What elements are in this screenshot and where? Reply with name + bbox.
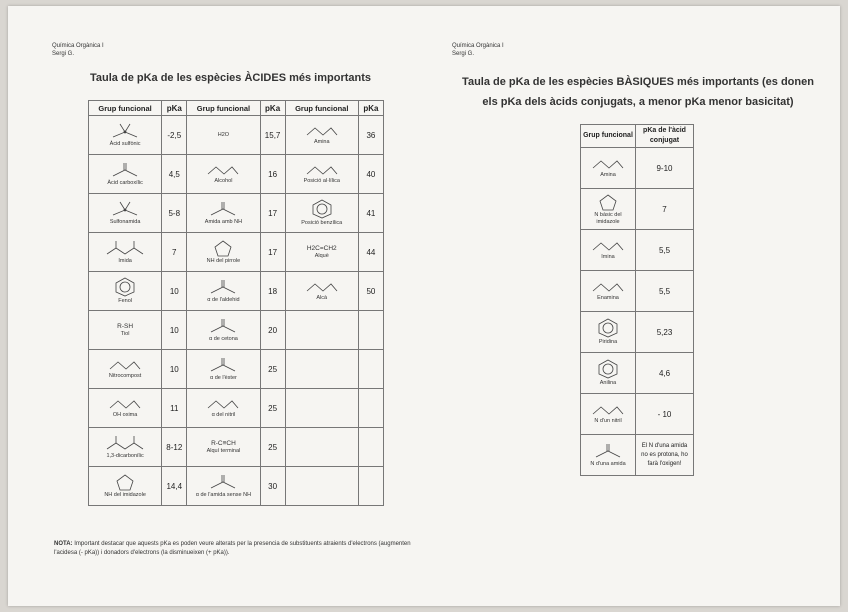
acid-pka-cell: 17 <box>260 233 285 272</box>
base-pka-table <box>580 124 694 476</box>
base-group-cell <box>581 394 636 435</box>
acid-pka-cell: 16 <box>260 155 285 194</box>
acid-pka-table <box>88 100 384 506</box>
acid-pka-cell: 10 <box>162 350 187 389</box>
acid-group-cell <box>187 116 260 155</box>
acid-pka-cell: 5-8 <box>162 194 187 233</box>
acid-group-cell <box>285 194 358 233</box>
footnote-text: Important destacar que aquests pKa es poden veure alterats per la presencia de substituents atraients d'electrons (augmenten l'acidesa (- pKa)) i donadors d'electrons (la disminueixen (+ pKa)). <box>54 541 411 556</box>
group-name-label: Enamina <box>597 295 619 301</box>
group-name-label: α del nitril <box>211 412 236 418</box>
acid-group-cell <box>285 116 358 155</box>
acid-group-cell <box>89 272 162 311</box>
table-row <box>581 230 694 271</box>
group-name-label: N bàsic del imidazole <box>594 211 622 225</box>
acid-pka-cell: -2,5 <box>162 116 187 155</box>
acid-pka-cell: 14,4 <box>162 467 187 506</box>
acid-group-cell <box>187 428 260 467</box>
base-col-pka: pKa de l'àcid conjugat <box>636 125 694 148</box>
group-name-label: NH del imidazole <box>104 492 146 498</box>
acid-col-group-1: Grup funcional <box>89 101 162 116</box>
group-name-label: α de l'aldehid <box>207 297 240 303</box>
acid-pka-cell: 15,7 <box>260 116 285 155</box>
acid-pka-cell: 41 <box>358 194 383 233</box>
acid-group-cell <box>89 155 162 194</box>
nitrile-structure-icon <box>206 397 240 411</box>
acid-pka-cell: 20 <box>260 311 285 350</box>
imidazole-structure-icon <box>115 473 135 491</box>
acid-col-pka-1: pKa <box>162 101 187 116</box>
group-name-label: Piridina <box>598 339 618 345</box>
acid-pka-cell <box>358 389 383 428</box>
acid-pka-cell: 7 <box>162 233 187 272</box>
acid-group-cell <box>89 350 162 389</box>
phenol-structure-icon <box>114 277 136 297</box>
group-name-label: Nitrocompost <box>108 373 142 379</box>
acid-pka-cell: 30 <box>260 467 285 506</box>
amide-alpha-structure-icon <box>208 473 238 491</box>
acid-pka-cell: 4,5 <box>162 155 187 194</box>
group-name-label: Alcà <box>316 295 328 301</box>
base-group-cell <box>581 189 636 230</box>
group-name-label: Imina <box>601 254 615 260</box>
nitro-structure-icon <box>108 358 142 372</box>
base-group-cell <box>581 353 636 394</box>
group-name-label: Alquí terminal <box>206 447 241 454</box>
formula-label: H2C=CH2 <box>306 244 337 252</box>
group-name-label: Amina <box>313 139 330 145</box>
acid-group-cell <box>89 389 162 428</box>
base-pka-cell: 5,5 <box>636 230 694 271</box>
group-name-label: Imida <box>118 258 132 264</box>
acid-pka-cell: 8-12 <box>162 428 187 467</box>
group-name-label: 1,3-dicarbonílic <box>106 453 144 459</box>
allylic-structure-icon <box>305 163 339 177</box>
left-header-course: Química Orgànica I <box>52 43 104 49</box>
ketone-structure-icon <box>208 317 238 335</box>
dicarbonyl-structure-icon <box>105 434 145 452</box>
base-title-line1: Taula de pKa de les espècies BÀSIQUES més importants (es donen <box>462 76 814 88</box>
group-name-label: Anilina <box>599 380 617 386</box>
base-pka-cell: 7 <box>636 189 694 230</box>
alcohol-structure-icon <box>206 163 240 177</box>
imidazole-structure-icon <box>598 193 618 211</box>
acid-group-cell <box>89 194 162 233</box>
pyridine-structure-icon <box>597 318 619 338</box>
right-header-author: Sergi G. <box>452 51 475 57</box>
acid-group-cell <box>89 428 162 467</box>
base-group-cell <box>581 148 636 189</box>
acid-col-group-3: Grup funcional <box>285 101 358 116</box>
group-name-label: Àcid sulfònic <box>109 141 141 147</box>
acid-pka-cell: 40 <box>358 155 383 194</box>
group-name-label: Posició al·lílica <box>303 178 340 184</box>
base-col-group: Grup funcional <box>581 125 636 148</box>
group-name-label: N d'un nitril <box>594 418 622 424</box>
group-name-label: H2O <box>217 131 230 138</box>
table-row <box>89 155 384 194</box>
acid-group-cell <box>285 389 358 428</box>
base-pka-cell: - 10 <box>636 394 694 435</box>
acid-pka-cell: 11 <box>162 389 187 428</box>
base-table-header-row <box>581 125 694 148</box>
acid-pka-cell: 10 <box>162 272 187 311</box>
ester-structure-icon <box>208 356 238 374</box>
group-name-label: Tiol <box>120 330 130 337</box>
base-pka-cell: 5,23 <box>636 312 694 353</box>
group-name-label: Alcohol <box>214 178 233 184</box>
table-row <box>581 189 694 230</box>
acid-group-cell <box>89 311 162 350</box>
group-name-label: OH oxima <box>112 412 138 418</box>
table-row <box>89 350 384 389</box>
pyrrole-structure-icon <box>213 239 233 257</box>
acid-pka-cell: 25 <box>260 350 285 389</box>
base-group-cell <box>581 230 636 271</box>
table-row <box>89 116 384 155</box>
document-sheet <box>8 6 840 606</box>
left-header-author: Sergi G. <box>52 51 75 57</box>
acid-pka-cell: 10 <box>162 311 187 350</box>
left-page <box>8 6 424 606</box>
acid-group-cell <box>285 233 358 272</box>
table-row <box>89 428 384 467</box>
acid-group-cell <box>89 233 162 272</box>
nitrile-structure-icon <box>591 403 625 417</box>
acid-group-cell <box>187 155 260 194</box>
table-row <box>581 394 694 435</box>
acid-group-cell <box>285 272 358 311</box>
table-row <box>89 272 384 311</box>
base-pka-cell: 4,6 <box>636 353 694 394</box>
acid-table-header-row <box>89 101 384 116</box>
aldehyde-structure-icon <box>208 278 238 296</box>
table-row <box>89 467 384 506</box>
acid-group-cell <box>187 311 260 350</box>
acid-group-cell <box>187 350 260 389</box>
table-row <box>581 435 694 476</box>
right-header <box>452 42 504 58</box>
amine-structure-icon <box>591 157 625 171</box>
acid-group-cell <box>187 389 260 428</box>
acid-group-cell <box>187 467 260 506</box>
aniline-structure-icon <box>597 359 619 379</box>
group-name-label: α de l'èster <box>210 375 237 381</box>
base-pka-cell: 5,5 <box>636 271 694 312</box>
table-row <box>89 194 384 233</box>
table-row <box>581 271 694 312</box>
base-group-cell <box>581 312 636 353</box>
group-name-label: α de cetona <box>208 336 238 342</box>
table-row <box>581 148 694 189</box>
table-row <box>89 389 384 428</box>
acid-group-cell <box>89 116 162 155</box>
acid-pka-cell <box>358 428 383 467</box>
base-pka-cell: 9-10 <box>636 148 694 189</box>
base-table-title <box>458 72 818 112</box>
sulfonamide-structure-icon <box>110 200 140 218</box>
acid-group-cell <box>187 233 260 272</box>
sulfonic-acid-structure-icon <box>110 122 140 140</box>
group-name-label: NH del pirrole <box>206 258 241 264</box>
oxime-structure-icon <box>108 397 142 411</box>
formula-label: R-SH <box>117 322 134 330</box>
group-name-label: α de l'amida sense NH <box>195 492 252 498</box>
amide-structure-icon <box>593 442 623 460</box>
acid-pka-cell <box>358 311 383 350</box>
acid-group-cell <box>285 467 358 506</box>
base-pka-cell: El N d'una amida no es protona, ho farà l'oxigen! <box>636 435 694 476</box>
group-name-label: Fenol <box>118 298 132 304</box>
acid-pka-cell: 17 <box>260 194 285 233</box>
amine-structure-icon <box>305 124 339 138</box>
group-name-label: Àcid carboxílic <box>107 180 143 186</box>
imide-structure-icon <box>105 239 145 257</box>
acid-pka-cell <box>358 350 383 389</box>
base-title-line2: els pKa dels àcids conjugats, a menor pKa menor basicitat) <box>482 96 794 108</box>
left-header <box>52 42 104 58</box>
acid-pka-cell: 18 <box>260 272 285 311</box>
acid-group-cell <box>187 272 260 311</box>
base-table-body <box>581 148 694 476</box>
imine-structure-icon <box>591 239 625 253</box>
footnote-label: NOTA: <box>54 541 73 547</box>
table-row <box>89 311 384 350</box>
acid-group-cell <box>285 350 358 389</box>
group-name-label: Alquè <box>314 252 329 259</box>
group-name-label: Amina <box>600 172 616 178</box>
acid-col-pka-3: pKa <box>358 101 383 116</box>
group-name-label: N d'una amida <box>590 461 626 467</box>
acid-pka-cell: 25 <box>260 389 285 428</box>
acid-pka-cell <box>358 467 383 506</box>
acid-group-cell <box>285 428 358 467</box>
right-header-course: Química Orgànica I <box>452 43 504 49</box>
alkane-structure-icon <box>305 280 339 294</box>
base-group-cell <box>581 271 636 312</box>
acid-pka-cell: 36 <box>358 116 383 155</box>
amide-structure-icon <box>208 200 238 218</box>
group-name-label: Posició benzílica <box>301 220 343 226</box>
group-name-label: Amida amb NH <box>204 219 243 225</box>
acid-table-body <box>89 116 384 506</box>
benzylic-structure-icon <box>311 199 333 219</box>
acid-group-cell <box>285 155 358 194</box>
acid-pka-cell: 44 <box>358 233 383 272</box>
footnote <box>54 540 414 558</box>
right-page <box>424 6 840 606</box>
acid-pka-cell: 50 <box>358 272 383 311</box>
acid-table-title: Taula de pKa de les espècies ÀCIDES més importants <box>90 72 372 84</box>
acid-group-cell <box>187 194 260 233</box>
group-name-label: Sulfonamida <box>109 219 141 225</box>
acid-col-group-2: Grup funcional <box>187 101 260 116</box>
formula-label: R-C≡CH <box>211 439 236 447</box>
enamine-structure-icon <box>591 280 625 294</box>
acid-group-cell <box>285 311 358 350</box>
table-row <box>581 312 694 353</box>
carboxylic-acid-structure-icon <box>110 161 140 179</box>
base-group-cell <box>581 435 636 476</box>
acid-col-pka-2: pKa <box>260 101 285 116</box>
table-row <box>89 233 384 272</box>
acid-pka-cell: 25 <box>260 428 285 467</box>
table-row <box>581 353 694 394</box>
acid-group-cell <box>89 467 162 506</box>
